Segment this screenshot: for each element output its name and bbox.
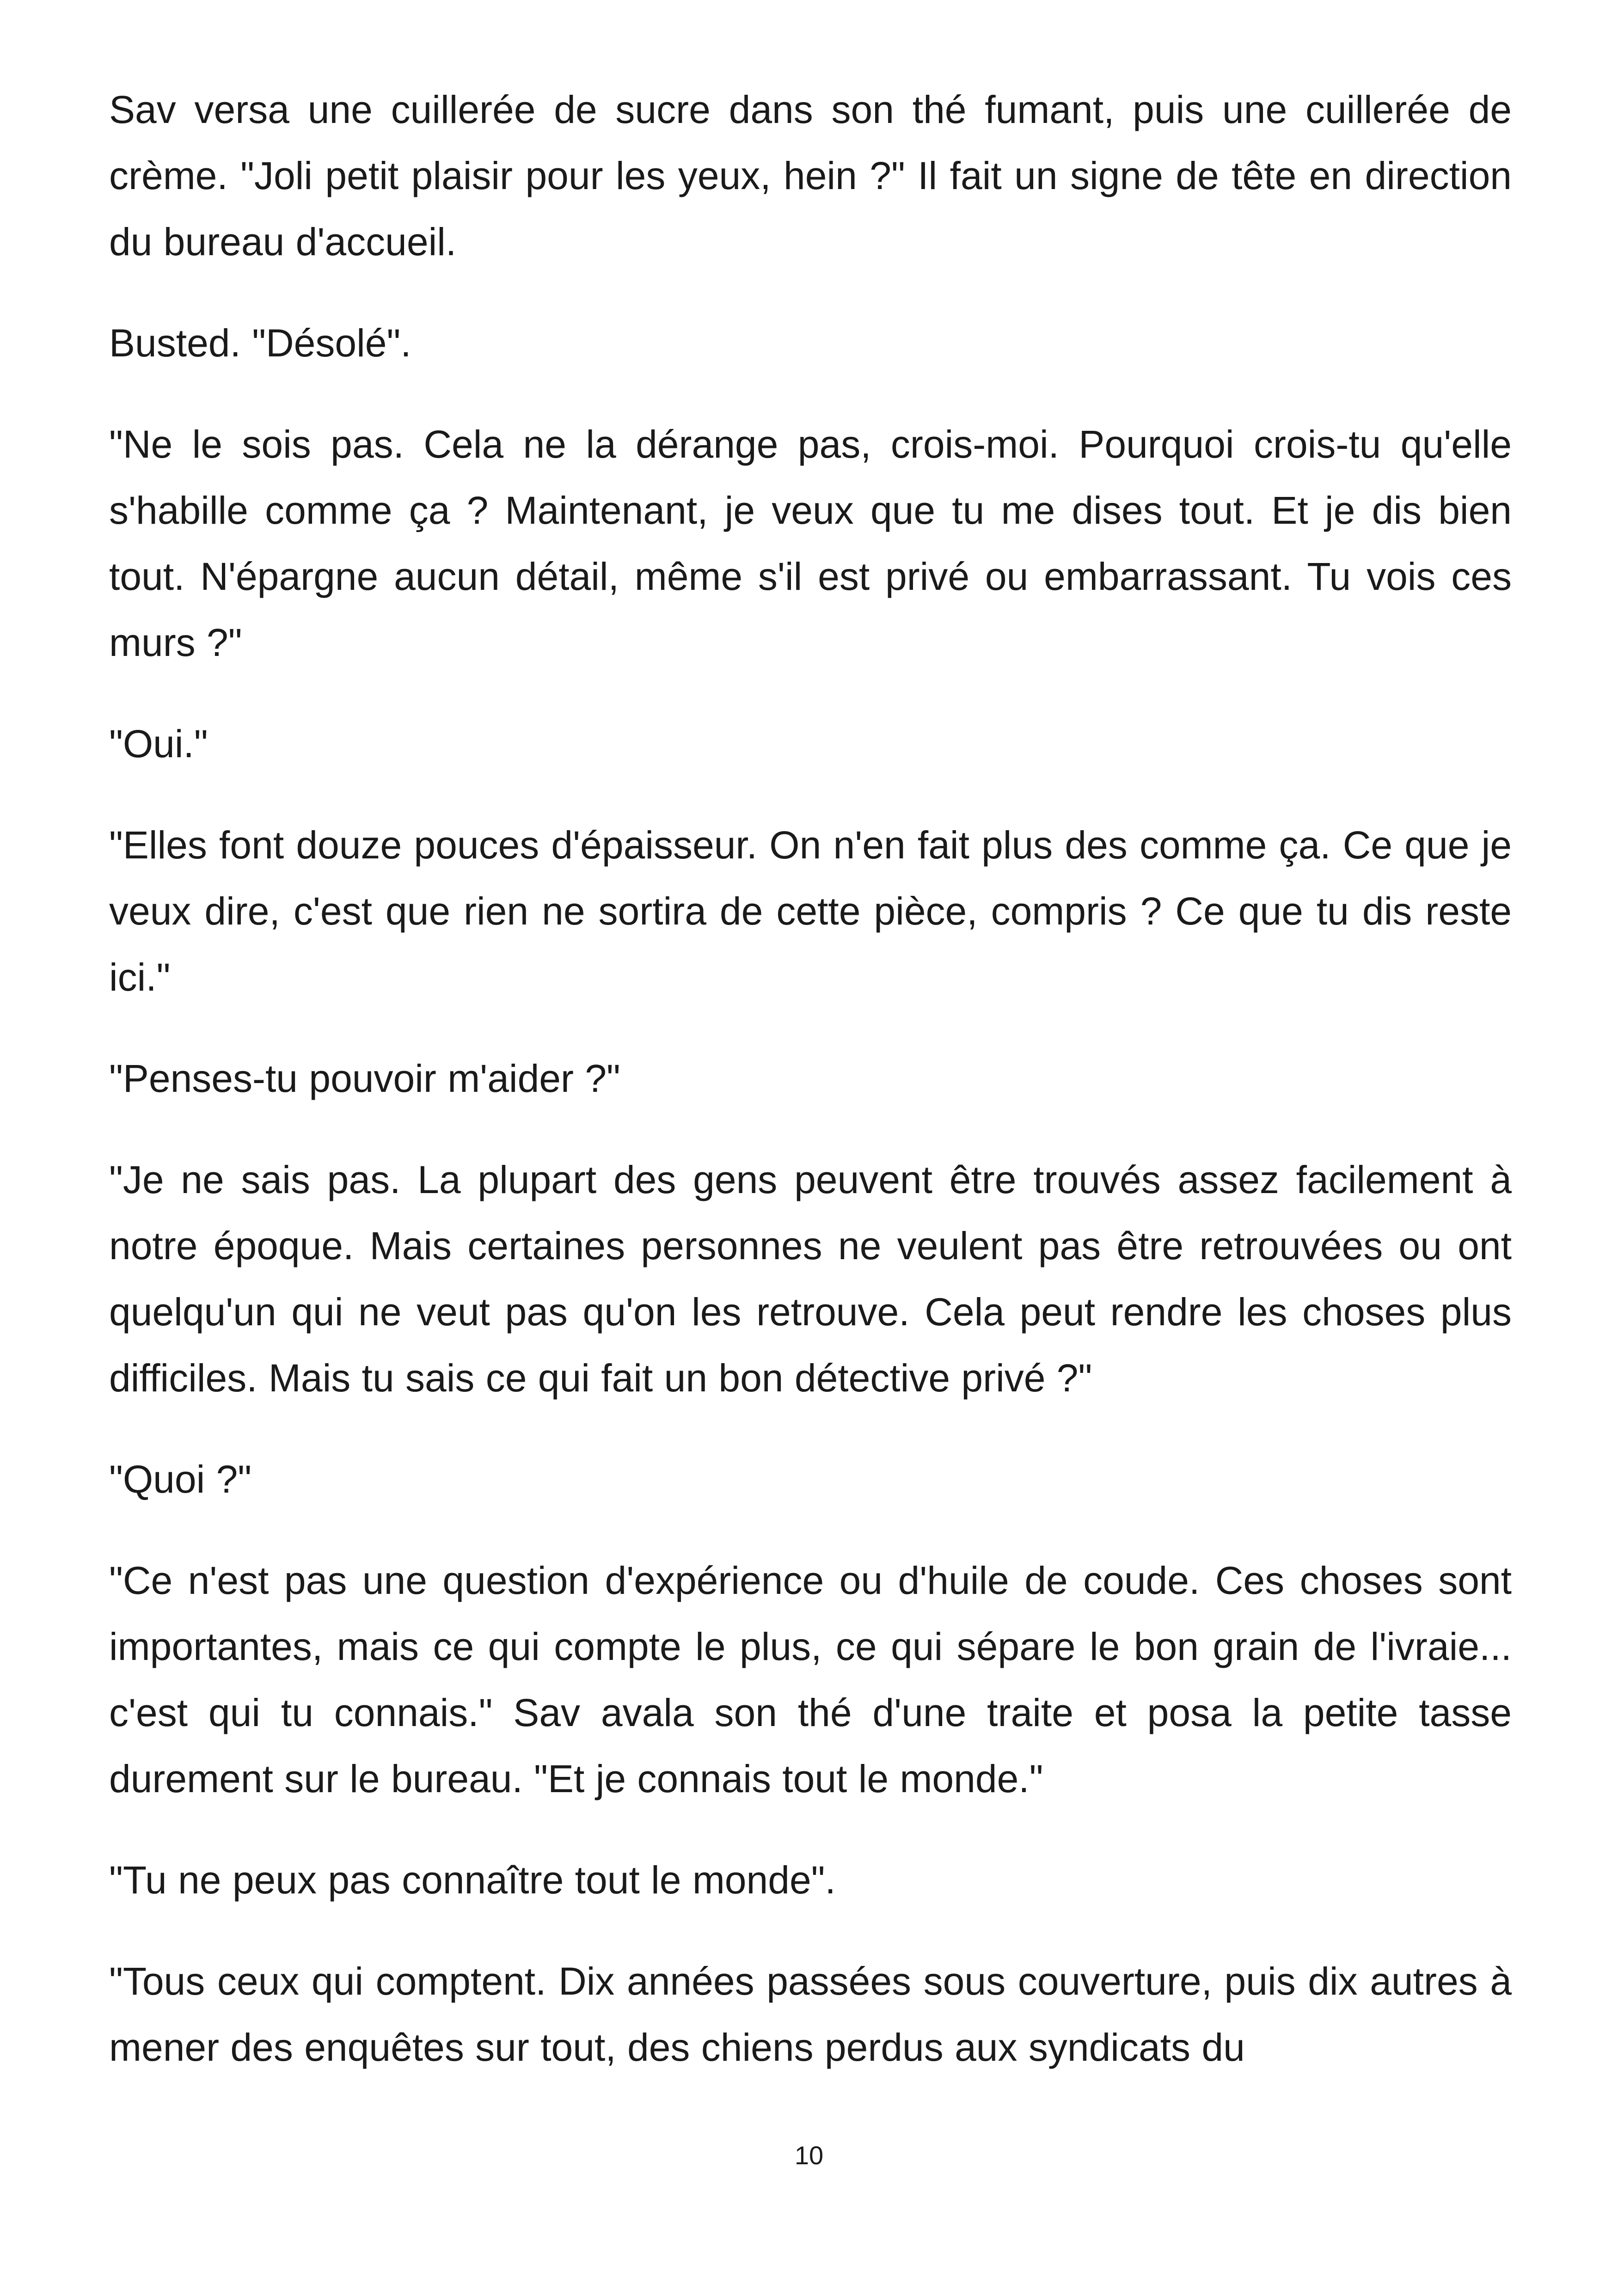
paragraph: "Elles font douze pouces d'épaisseur. On n'en fait plus des comme ça. Ce que je veux dire, c'est que rien ne sortira de cette pièce, compris ? Ce que tu dis reste ici." [109,823,1512,999]
paragraph: "Ne le sois pas. Cela ne la dérange pas, crois-moi. Pourquoi crois-tu qu'elle s'habille comme ça ? Maintenant, je veux que tu me dises tout. Et je dis bien tout. N'épargne aucun détail, même s'il est privé ou embarrassant. Tu vois ces murs ?" [109,422,1512,664]
paragraph: "Tous ceux qui comptent. Dix années passées sous couverture, puis dix autres à mener des enquêtes sur tout, des chiens perdus aux syndicats du [109,1959,1512,2069]
paragraph: "Quoi ?" [109,1457,252,1501]
paragraph: "Tu ne peux pas connaître tout le monde". [109,1858,836,1902]
page-body-text [109,77,1512,2081]
paragraph: "Oui." [109,722,208,765]
paragraph: "Penses-tu pouvoir m'aider ?" [109,1057,620,1100]
paragraph: "Ce n'est pas une question d'expérience ou d'huile de coude. Ces choses sont importantes, mais ce qui compte le plus, ce qui sépare le bon grain de l'ivraie... c'est qui tu connais." Sav avala son thé d'une traite et posa la petite tasse durement sur le bureau. "Et je connais tout le monde." [109,1559,1512,1800]
page-number: 10 [794,2141,824,2170]
paragraph: Busted. "Désolé". [109,321,411,365]
paragraph: Sav versa une cuillerée de sucre dans son thé fumant, puis une cuillerée de crème. "Joli petit plaisir pour les yeux, hein ?" Il fait un signe de tête en direction du bureau d'accueil. [109,88,1512,263]
paragraph: "Je ne sais pas. La plupart des gens peuvent être trouvés assez facilement à notre époque. Mais certaines personnes ne veulent pas être retrouvées ou ont quelqu'un qui ne veut pas qu'on les retrouve. Cela peut rendre les choses plus difficiles. Mais tu sais ce qui fait un bon détective privé ?" [109,1158,1512,1400]
